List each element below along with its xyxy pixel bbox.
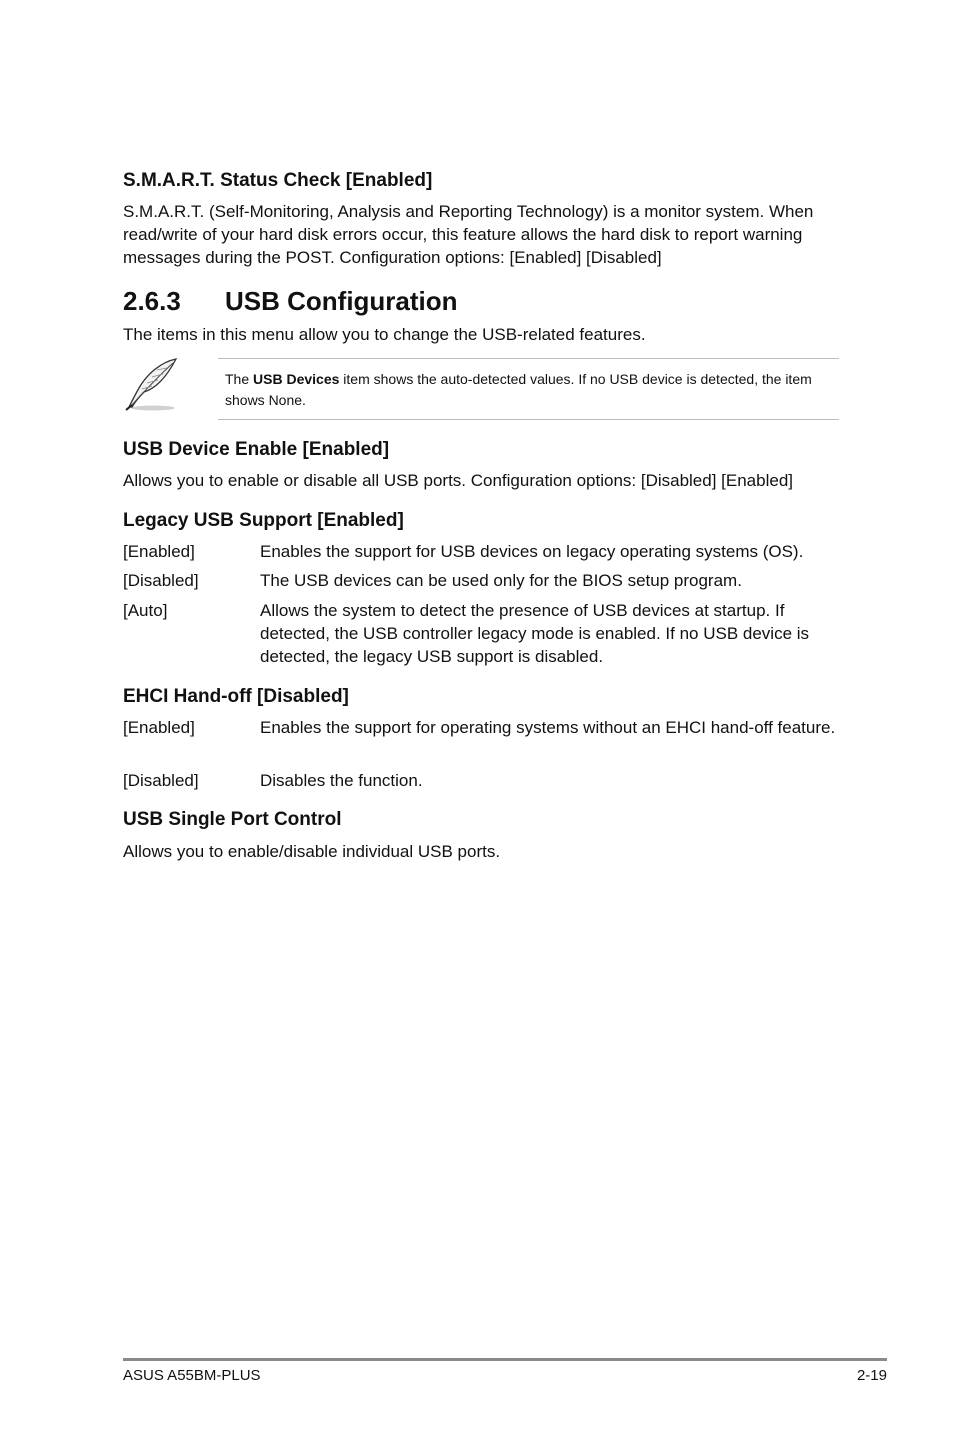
section-title [123,286,458,316]
section-intro: The items in this menu allow you to change the USB-related features. [123,325,646,344]
option-name: [Disabled] [123,571,199,590]
usb-single-port-body: Allows you to enable/disable individual USB ports. [123,842,501,861]
note-box [218,358,839,420]
option-description: Allows the system to detect the presence of USB devices at startup. If detected, the USB controller legacy mode is enabled. If no USB device is detected, the legacy USB support is disabled. [260,601,810,666]
usb-single-port-heading: USB Single Port Control [123,809,342,830]
note-text-post: item shows the auto-detected values. If no USB device is detected, the item shows None. [225,371,812,408]
quill-pen-icon [123,356,179,412]
option-name: [Auto] [123,601,168,620]
option-description: Disables the function. [260,771,423,790]
note-text-bold: USB Devices [253,371,340,387]
option-name: [Enabled] [123,542,195,561]
option-description: Enables the support for operating systems without an EHCI hand-off feature. [260,718,836,737]
usb-device-enable-heading: USB Device Enable [Enabled] [123,439,390,460]
note-text [225,369,833,411]
footer-page-number: 2-19 [856,1367,887,1384]
smart-heading: S.M.A.R.T. Status Check [Enabled] [123,170,433,191]
option-description: The USB devices can be used only for the BIOS setup program. [260,571,742,590]
option-description: Enables the support for USB devices on legacy operating systems (OS). [260,542,804,561]
legacy-usb-heading: Legacy USB Support [Enabled] [123,510,404,531]
ehci-heading: EHCI Hand-off [Disabled] [123,686,349,707]
footer-product: ASUS A55BM-PLUS [123,1367,261,1384]
section-number: 2.6.3 [123,286,181,316]
usb-device-enable-body: Allows you to enable or disable all USB ports. Configuration options: [Disabled] [Enabled] [123,471,793,490]
smart-body: S.M.A.R.T. (Self-Monitoring, Analysis and Reporting Technology) is a monitor system. When read/write of your hard disk errors occur, this feature allows the hard disk to report warning messages during the POST. Configuration options: [Enabled] [Disabled] [123,202,814,267]
note-text-pre: The [225,371,254,387]
option-name: [Enabled] [123,718,195,737]
option-name: [Disabled] [123,771,199,790]
footer-divider [123,1358,887,1361]
note-callout [123,356,839,420]
section-title-text: USB Configuration [225,286,458,316]
